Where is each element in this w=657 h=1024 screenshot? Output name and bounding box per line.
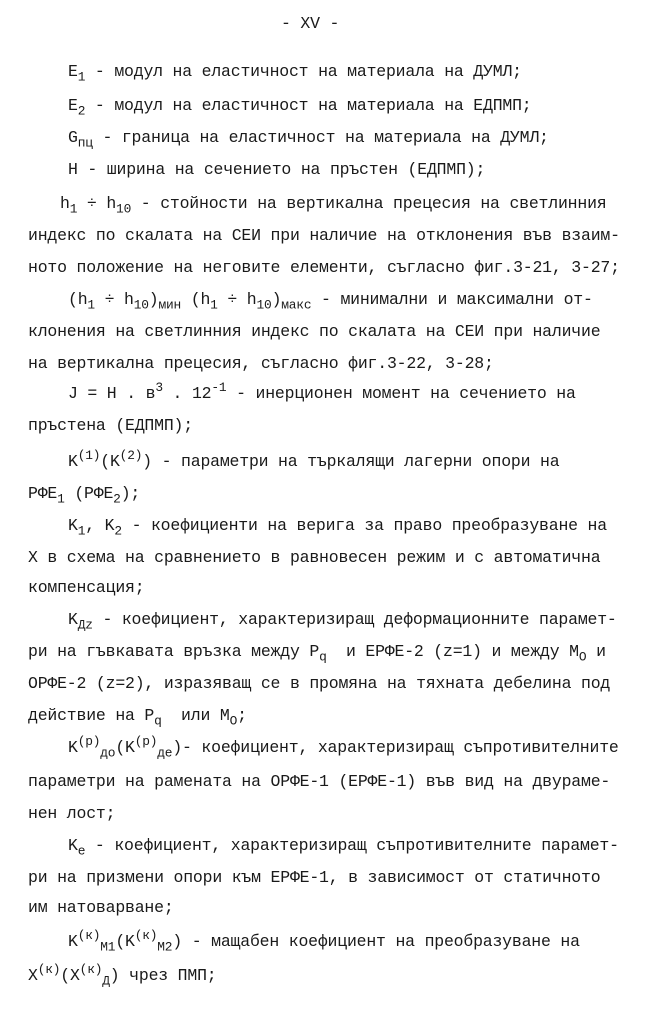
entry-k-deform-line4: действие на $P_q$ или $M_O$; bbox=[28, 706, 247, 729]
entry-j-moment: J = H . $в^3$ . $12^{-1}$ - инерционен момент на сечението на bbox=[68, 379, 576, 403]
entry-e2: $E_2$ - модул на еластичност на материала на ЕДПМП; bbox=[68, 96, 532, 119]
entry-h-range-line2: индекс по скалата на СЕИ при наличие на отклонения във взаим- bbox=[28, 226, 620, 245]
entry-e1: $E_1$ - модул на еластичност на материала на ДУМЛ; bbox=[68, 62, 522, 85]
entry-k-resist-line3: нен лост; bbox=[28, 804, 116, 823]
entry-h-width: H - ширина на сечението на пръстен (ЕДПМП); bbox=[68, 160, 486, 179]
entry-j-moment-line2: пръстена (ЕДПМП); bbox=[28, 416, 193, 435]
entry-k-bearings: $K^{(1)}(K^{(2)})$ - параметри на търкалящи лагерни опори на bbox=[68, 447, 560, 471]
entry-g-limit: $G_{пц}$ - граница на еластичност на материала на ДУМЛ; bbox=[68, 128, 549, 151]
page-number: - XV - bbox=[281, 14, 340, 33]
entry-k-e-line2: ри на призмени опори към ЕРФЕ-1, в зависимост от статичното bbox=[28, 868, 601, 887]
entry-k-deform-line3: ОРФЕ-2 (z=2), изразяващ се в промяна на тяхната дебелина под bbox=[28, 674, 611, 693]
entry-h-minmax-line3: на вертикална прецесия, съгласно фиг.3-22, 3-28; bbox=[28, 354, 494, 373]
entry-k1-k2: $K_1$, $K_2$ - коефициенти на верига за право преобразуване на bbox=[68, 516, 607, 539]
entry-k-deform-line2: ри на гъвкавата връзка между $P_q$ и ЕРФЕ-2 (z=1) и между $M_O$ и bbox=[28, 642, 606, 665]
entry-h-range-line3: ното положение на неговите елементи, съгласно фиг.3-21, 3-27; bbox=[28, 258, 620, 277]
entry-k-bearings-line2: $РФЕ_1$ $(РФЕ_2)$; bbox=[28, 484, 141, 507]
entry-h-range: $h_1 \div h_{10}$ - стойности на вертикална прецесия на светлинния bbox=[60, 194, 607, 217]
entry-k-resist: $K^{(p)}_{до}(K^{(p)}_{де})-$ коефициент, характеризиращ съпротивителните bbox=[68, 733, 619, 761]
entry-h-minmax: $(h_1 \div h_{10})_{мин}$ $(h_1 \div h_{10})_{макс}$ - минимални и максимални от- bbox=[68, 290, 593, 313]
entry-k-scale: $K^{(к)}_{M1}(K^{(к)}_{M2})$ - мащабен коефициент на преобразуване на bbox=[68, 927, 580, 955]
entry-k-scale-line2: $X^{(к)}(X^{(к)}_Д)$ чрез ПМП; bbox=[28, 961, 217, 989]
entry-k-e-line3: им натоварване; bbox=[28, 898, 174, 917]
entry-k-deform: $K_{Дz}$ - коефициент, характеризиращ деформационните парамет- bbox=[68, 610, 617, 633]
entry-k1-k2-line2: X в схема на сравнението в равновесен режим и с автоматична bbox=[28, 548, 601, 567]
entry-k1-k2-line3: компенсация; bbox=[28, 578, 145, 597]
entry-k-e: $K_e$ - коефициент, характеризиращ съпротивителните парамет- bbox=[68, 836, 619, 859]
entry-h-minmax-line2: клонения на светлинния индекс по скалата на СЕИ при наличие bbox=[28, 322, 601, 341]
entry-k-resist-line2: параметри на рамената на ОРФЕ-1 (ЕРФЕ-1) във вид на двураме- bbox=[28, 772, 611, 791]
